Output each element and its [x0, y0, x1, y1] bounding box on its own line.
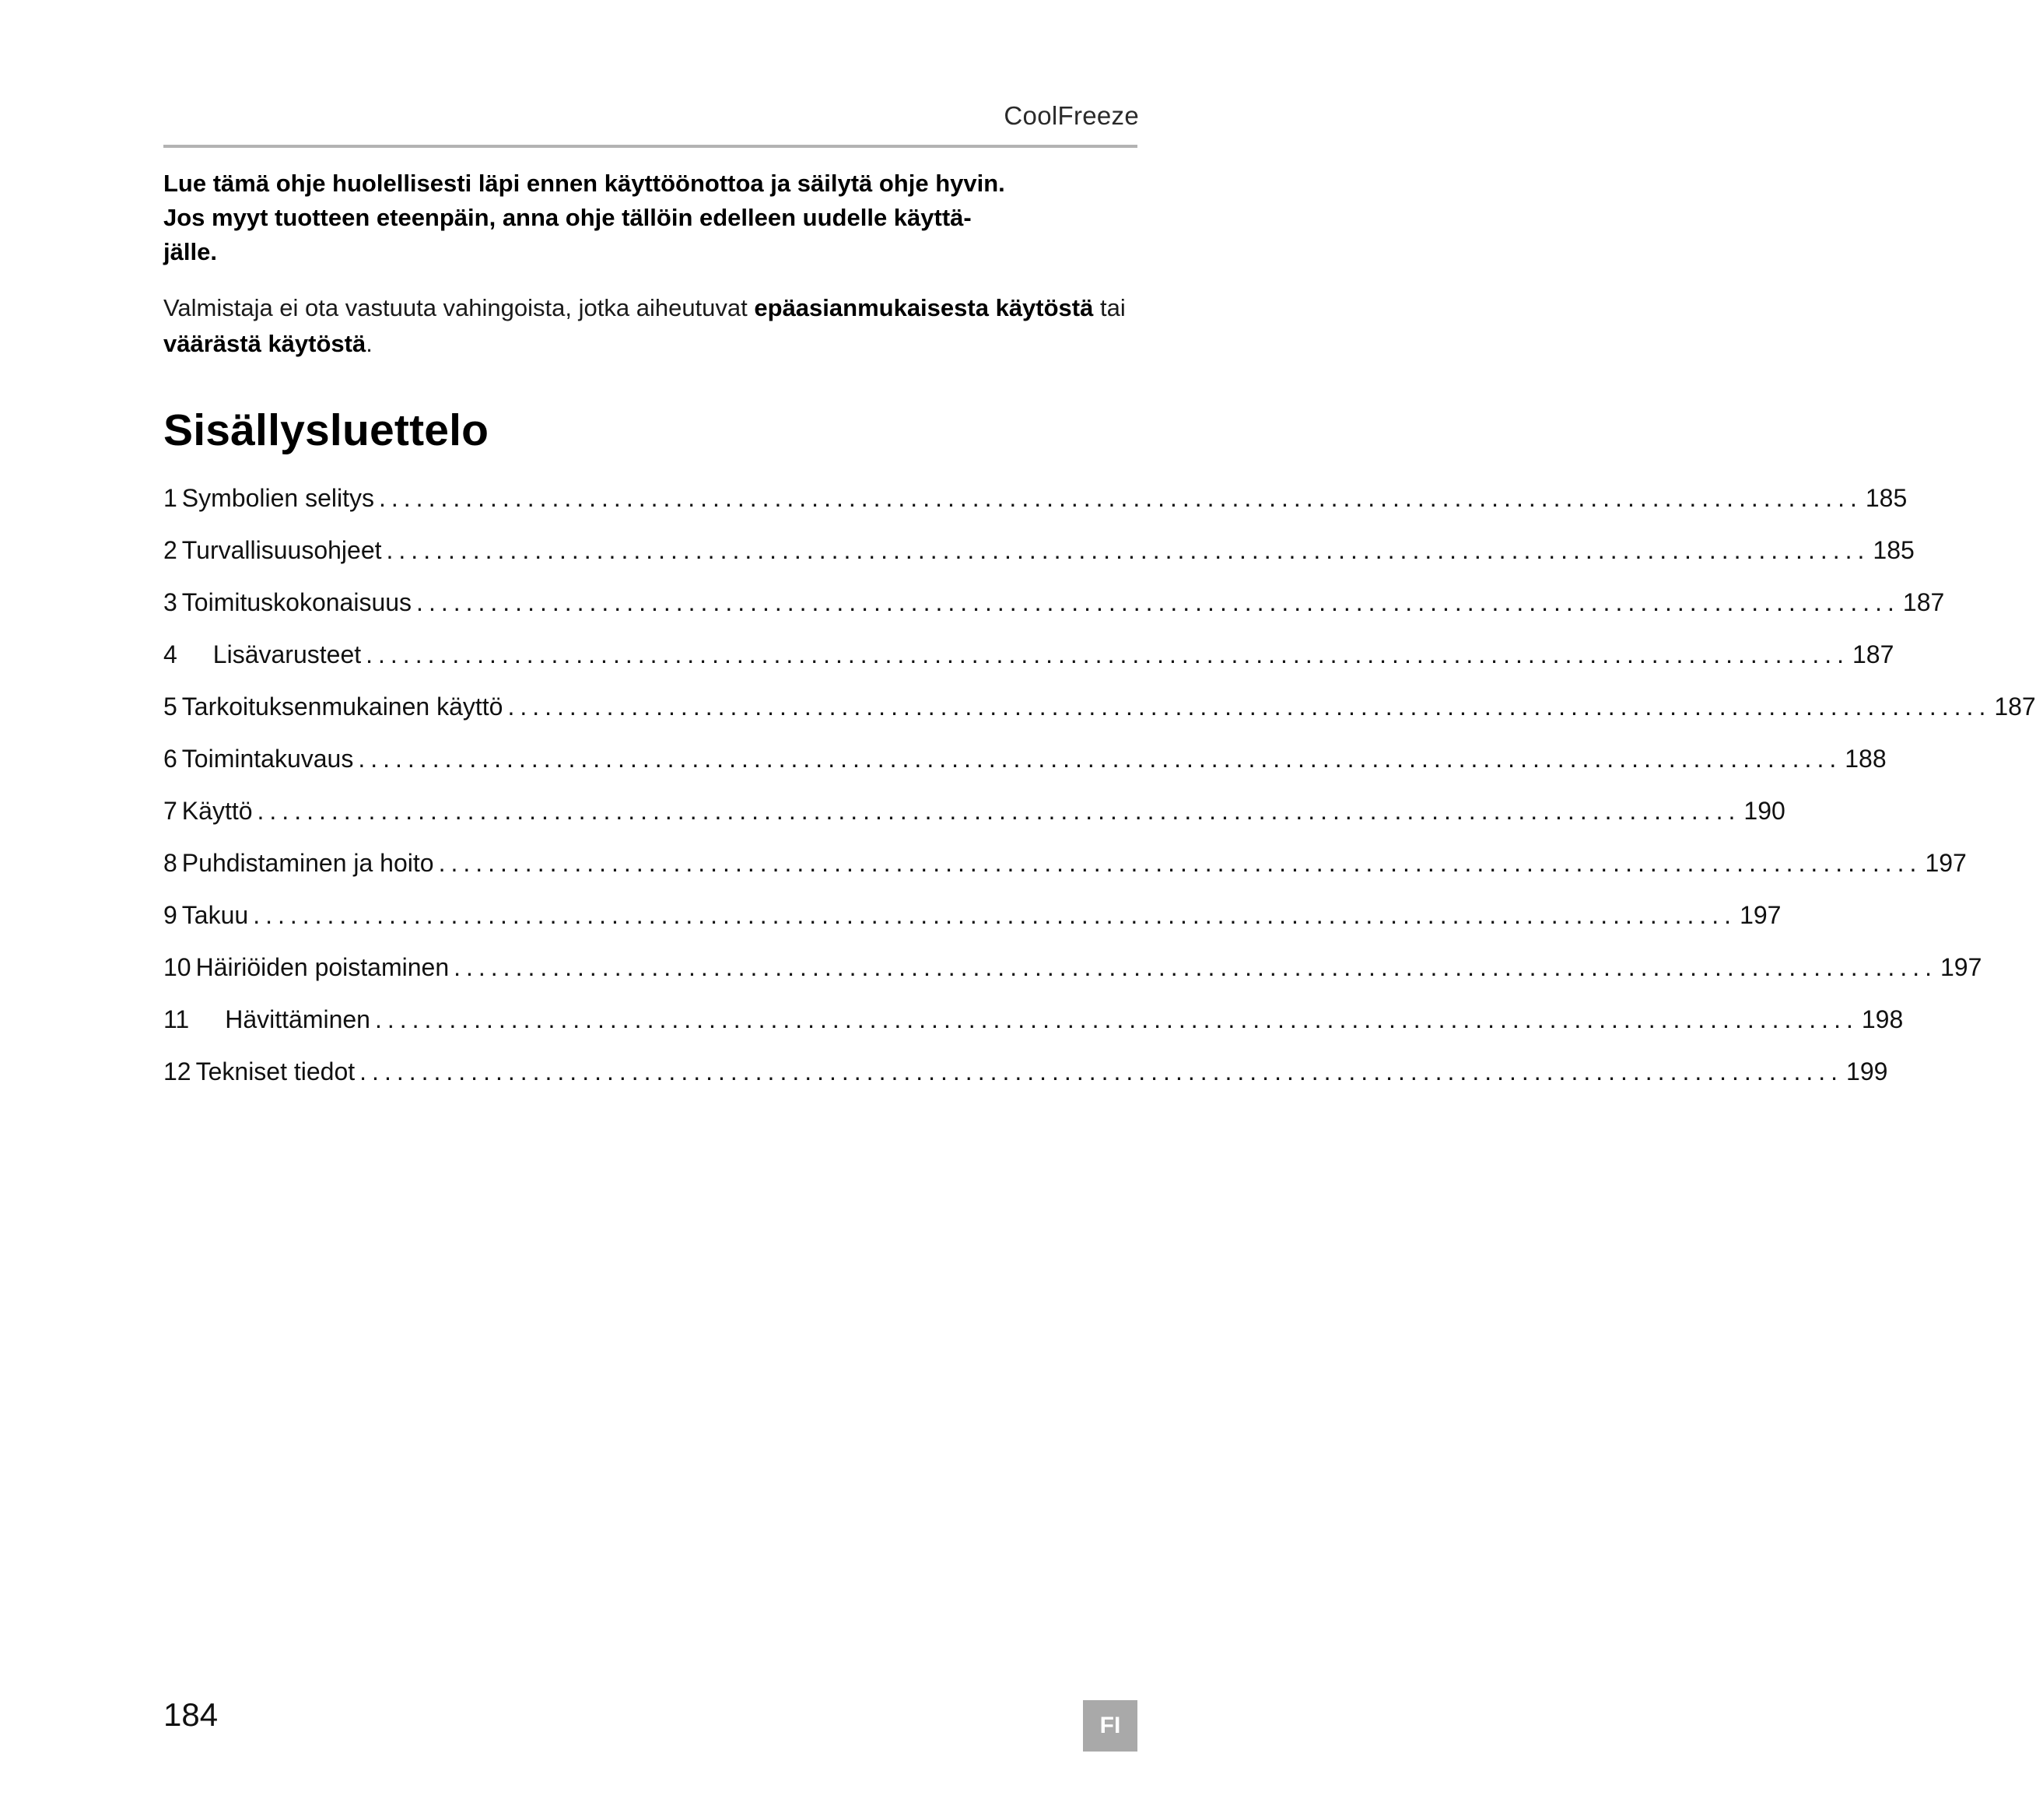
toc-entry-page: 199 [1846, 1057, 1888, 1085]
toc-heading: Sisällysluettelo [163, 405, 489, 455]
toc-entry-leader: ........................................................................................................................ [358, 745, 1842, 773]
toc-entry-title: Symbolien selitys [181, 484, 374, 512]
toc-entry-number: 5 [163, 693, 177, 721]
toc-entry-leader: ........................................................................................................................ [366, 640, 1849, 668]
toc-entry-title: Takuu [181, 901, 249, 929]
toc-entry-number: 4 [163, 640, 177, 668]
toc-entry-number: 6 [163, 745, 177, 773]
liability-text-2: tai [1093, 294, 1126, 321]
toc-entry-number: 11 [163, 1005, 190, 1033]
toc-entry-title: Hävittäminen [225, 1005, 370, 1033]
toc-entry-page: 188 [1845, 745, 1887, 773]
toc-entry[interactable] [163, 588, 1945, 626]
toc-entry[interactable] [163, 640, 1894, 678]
liability-notice [163, 290, 1144, 362]
toc-entry-title: Tarkoituksenmukainen käyttö [181, 693, 503, 721]
toc-entry-page: 197 [1740, 901, 1782, 929]
toc-entry-title: Toimituskokonaisuus [181, 588, 412, 616]
toc-entry-title: Tekniset tiedot [195, 1057, 356, 1085]
toc-entry-leader: ........................................................................................................................ [438, 849, 1922, 877]
header-rule [163, 145, 1137, 148]
toc-entry-leader: ........................................................................................................................ [359, 1057, 1844, 1085]
toc-entry[interactable] [163, 536, 1915, 573]
toc-entry-number: 12 [163, 1057, 191, 1085]
toc-entry-number: 3 [163, 588, 177, 616]
toc-entry-title: Toimintakuvaus [181, 745, 354, 773]
toc-entry-number: 2 [163, 536, 177, 564]
toc-entry-leader: ........................................................................................................................ [253, 901, 1737, 929]
toc-entry-leader: ........................................................................................................................ [379, 484, 1863, 512]
toc-entry-leader: ........................................................................................................................ [454, 953, 1937, 981]
warning-line-2: Jos myyt tuotteen eteenpäin, anna ohje tällöin edelleen uudelle käyttä- [163, 204, 972, 231]
toc-entry-number: 7 [163, 797, 177, 825]
page-number: 184 [163, 1696, 219, 1733]
toc-entry-page: 197 [1925, 849, 1967, 877]
intro-warning [163, 167, 1144, 269]
liability-bold-1: epäasianmukaisesta käytöstä [754, 294, 1094, 321]
toc-entry-title: Käyttö [181, 797, 253, 825]
toc-entry-leader: ........................................................................................................................ [386, 536, 1870, 564]
liability-text-1: Valmistaja ei ota vastuuta vahingoista, jotka aiheutuvat [163, 294, 755, 321]
toc-entry[interactable] [163, 901, 1782, 938]
toc-entry[interactable] [163, 953, 1982, 991]
toc-entry-number: 1 [163, 484, 177, 512]
toc-entry-page: 185 [1873, 536, 1915, 564]
toc-entry[interactable] [163, 484, 1908, 521]
toc-entry[interactable] [163, 797, 1785, 834]
warning-line-3: jälle. [163, 238, 217, 265]
language-badge: FI [1083, 1700, 1137, 1752]
toc-entry-title: Turvallisuusohjeet [181, 536, 382, 564]
toc-entry-title: Lisävarusteet [212, 640, 362, 668]
toc-entry-leader: ........................................................................................................................ [374, 1005, 1859, 1033]
toc-entry-page: 187 [1902, 588, 1945, 616]
toc-entry-page: 187 [1994, 693, 2036, 721]
toc-entry-leader: ........................................................................................................................ [257, 797, 1741, 825]
toc-entry-page: 185 [1865, 484, 1908, 512]
toc-entry-number: 10 [163, 953, 191, 981]
toc-entry-title: Häiriöiden poistaminen [195, 953, 450, 981]
toc-entry[interactable] [163, 1005, 1904, 1043]
liability-bold-2: väärästä käytöstä [163, 330, 366, 357]
toc-entry-title: Puhdistaminen ja hoito [181, 849, 434, 877]
toc-entry-leader: ........................................................................................................................ [416, 588, 1900, 616]
toc-entry[interactable] [163, 693, 2036, 730]
toc-entry-number: 8 [163, 849, 177, 877]
liability-text-3: . [366, 330, 373, 357]
toc-entry-page: 197 [1940, 953, 1982, 981]
warning-line-1: Lue tämä ohje huolellisesti läpi ennen käyttöönottoa ja säilytä ohje hyvin. [163, 170, 1005, 197]
toc-entry-page: 198 [1861, 1005, 1904, 1033]
toc-entry[interactable] [163, 849, 1967, 886]
header-product-name: CoolFreeze [1004, 101, 1139, 130]
toc-entry[interactable] [163, 745, 1887, 782]
toc-entry[interactable] [163, 1057, 1888, 1095]
toc-entry-page: 187 [1852, 640, 1894, 668]
toc-entry-leader: ........................................................................................................................ [507, 693, 1992, 721]
toc-entry-page: 190 [1743, 797, 1785, 825]
toc-entry-number: 9 [163, 901, 177, 929]
